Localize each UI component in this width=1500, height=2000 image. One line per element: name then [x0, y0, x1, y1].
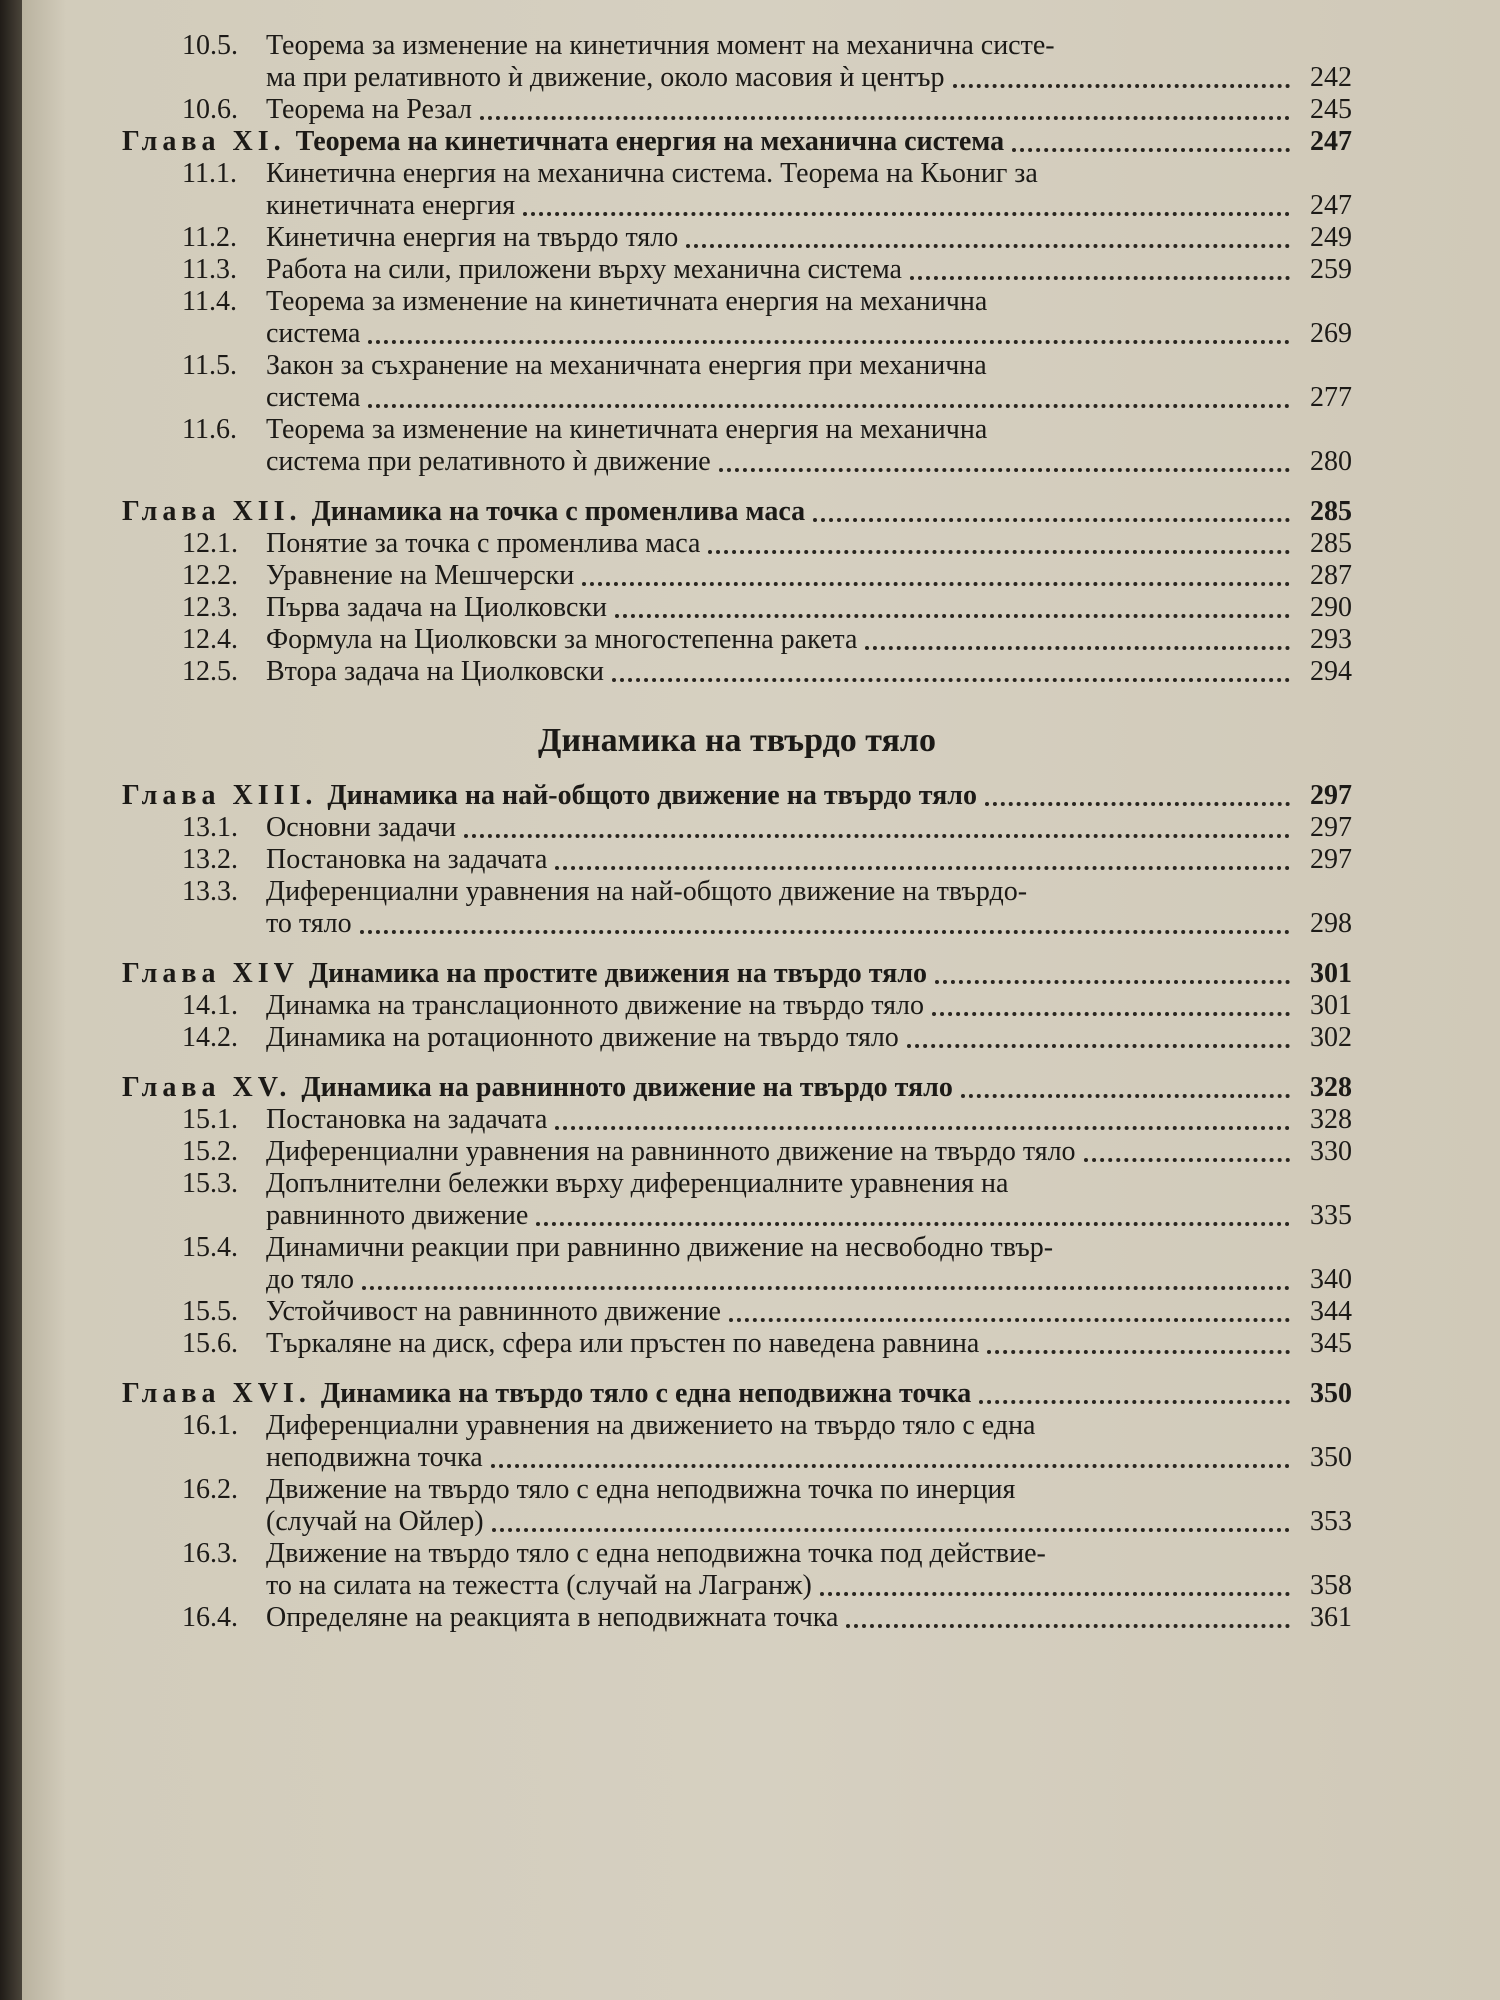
section-title: Теорема за изменение на кинетичната енергия на механична — [266, 286, 988, 317]
leader-dots — [368, 340, 1290, 344]
section-title: Движение на твърдо тяло с една неподвижна точка по инерция — [266, 1474, 1016, 1505]
toc-entry-continuation[interactable] — [122, 1570, 1352, 1602]
section-number: 13.1. — [182, 812, 238, 843]
chapter-label: Глава XIII. — [122, 780, 318, 811]
section-title: Закон за съхранение на механичната енергия при механична — [266, 350, 987, 381]
page-number: 297 — [1310, 780, 1352, 811]
section-title: Понятие за точка с променлива маса — [266, 528, 701, 559]
leader-dots — [555, 1126, 1290, 1130]
leader-dots — [719, 468, 1290, 472]
toc-entry[interactable] — [122, 1602, 1352, 1634]
page-number: 350 — [1310, 1378, 1352, 1409]
toc-entry[interactable] — [122, 656, 1352, 688]
chapter-heading[interactable] — [122, 496, 1352, 528]
chapter-10-tail — [122, 30, 1352, 126]
toc-entry-continuation[interactable] — [122, 190, 1352, 222]
page-number: 335 — [1310, 1200, 1352, 1231]
chapter-ch14 — [122, 958, 1352, 1054]
table-of-contents — [122, 30, 1352, 1634]
page-number: 249 — [1310, 222, 1352, 253]
leader-dots — [979, 1400, 1290, 1404]
section-title: Основни задачи — [266, 812, 456, 843]
section-title: Постановка на задачата — [266, 844, 548, 875]
section-number: 13.2. — [182, 844, 238, 875]
section-number: 11.1. — [182, 158, 237, 189]
toc-entry[interactable] — [122, 254, 1352, 286]
section-number: 11.6. — [182, 414, 237, 445]
toc-entry[interactable] — [122, 990, 1352, 1022]
page-number: 297 — [1310, 812, 1352, 843]
section-number: 12.3. — [182, 592, 238, 623]
toc-entry[interactable] — [122, 528, 1352, 560]
chapter-title: Динамика на простите движения на твърдо тяло — [308, 958, 928, 989]
toc-entry-continuation[interactable] — [122, 446, 1352, 478]
toc-entry-continuation[interactable] — [122, 1506, 1352, 1538]
page-number: 269 — [1310, 318, 1352, 349]
toc-entry[interactable] — [122, 1168, 1352, 1200]
chapter-title: Динамика на твърдо тяло с една неподвижна точка — [320, 1378, 972, 1409]
chapter-heading[interactable] — [122, 958, 1352, 990]
toc-entry[interactable] — [122, 414, 1352, 446]
section-title: Кинетична енергия на механична система. Теорема на Кьониг за — [266, 158, 1038, 189]
leader-dots — [1084, 1158, 1290, 1162]
section-title: Формула на Циолковски за многостепенна ракета — [266, 624, 858, 655]
section-title: Теорема на Резал — [266, 94, 472, 125]
section-title: Динамика на ротационното движение на твърдо тяло — [266, 1022, 899, 1053]
toc-entry[interactable] — [122, 1474, 1352, 1506]
page-number: 340 — [1310, 1264, 1352, 1295]
section-title: Диференциални уравнения на равнинното движение на твърдо тяло — [266, 1136, 1076, 1167]
section-number: 10.6. — [182, 94, 238, 125]
section-number: 11.3. — [182, 254, 237, 285]
section-title: Търкаляне на диск, сфера или пръстен по наведена равнина — [266, 1328, 980, 1359]
page-number: 293 — [1310, 624, 1352, 655]
section-title: Първа задача на Циолковски — [266, 592, 608, 623]
leader-dots — [360, 930, 1290, 934]
section-number: 15.4. — [182, 1232, 238, 1263]
toc-entry-continuation[interactable] — [122, 62, 1352, 94]
chapter-ch11 — [122, 126, 1352, 478]
chapter-label: Глава XV. — [122, 1072, 292, 1103]
section-title: Динамка на транслационното движение на твърдо тяло — [266, 990, 924, 1021]
page-number: 298 — [1310, 908, 1352, 939]
toc-entry[interactable] — [122, 1538, 1352, 1570]
section-number: 15.6. — [182, 1328, 238, 1359]
chapter-label: Глава XIV — [122, 958, 299, 989]
page-number: 328 — [1310, 1104, 1352, 1135]
leader-dots — [953, 84, 1290, 88]
chapter-title: Динамика на точка с променлива маса — [311, 496, 806, 527]
leader-dots — [1012, 148, 1290, 152]
section-number: 15.3. — [182, 1168, 238, 1199]
page-number: 247 — [1310, 190, 1352, 221]
page-number: 290 — [1310, 592, 1352, 623]
section-number: 12.5. — [182, 656, 238, 687]
section-title: Устойчивост на равнинното движение — [266, 1296, 721, 1327]
chapter-title: Динамика на равнинното движение на твърдо тяло — [301, 1072, 953, 1103]
chapter-ch13 — [122, 780, 1352, 940]
leader-dots — [932, 1012, 1290, 1016]
toc-entry-continuation[interactable] — [122, 908, 1352, 940]
leader-dots — [865, 646, 1290, 650]
toc-entry[interactable] — [122, 812, 1352, 844]
section-title-continuation: система — [266, 318, 361, 349]
leader-dots — [615, 614, 1290, 618]
section-number: 16.3. — [182, 1538, 238, 1569]
leader-dots — [708, 550, 1290, 554]
leader-dots — [362, 1286, 1290, 1290]
leader-dots — [368, 404, 1290, 408]
page-number: 353 — [1310, 1506, 1352, 1537]
chapter-heading[interactable] — [122, 780, 1352, 812]
section-number: 14.2. — [182, 1022, 238, 1053]
leader-dots — [985, 802, 1290, 806]
section-title: Постановка на задачата — [266, 1104, 548, 1135]
page-number: 285 — [1310, 496, 1352, 527]
section-title: Теорема за изменение на кинетичния момент на механична систе- — [266, 30, 1055, 61]
section-title: Определяне на реакцията в неподвижната точка — [266, 1602, 839, 1633]
page-number: 330 — [1310, 1136, 1352, 1167]
toc-entry[interactable] — [122, 94, 1352, 126]
section-title: Динамични реакции при равнинно движение на несвободно твър- — [266, 1232, 1054, 1263]
toc-entry[interactable] — [122, 1022, 1352, 1054]
chapter-label: Глава XII. — [122, 496, 302, 527]
toc-entry[interactable] — [122, 624, 1352, 656]
section-number: 12.1. — [182, 528, 238, 559]
page-number: 247 — [1310, 126, 1352, 157]
leader-dots — [907, 1044, 1290, 1048]
section-title-continuation: ма при релативното ѝ движение, около масовия ѝ център — [266, 62, 945, 93]
leader-dots — [846, 1624, 1290, 1628]
toc-entry[interactable] — [122, 1232, 1352, 1264]
leader-dots — [491, 1464, 1290, 1468]
page-number: 301 — [1310, 958, 1352, 989]
section-number: 16.1. — [182, 1410, 238, 1441]
chapter-heading[interactable] — [122, 126, 1352, 158]
chapter-ch12 — [122, 496, 1352, 688]
section-title: Теорема за изменение на кинетичната енергия на механична — [266, 414, 988, 445]
leader-dots — [729, 1318, 1290, 1322]
toc-entry[interactable] — [122, 158, 1352, 190]
page-number: 361 — [1310, 1602, 1352, 1633]
toc-entry[interactable] — [122, 876, 1352, 908]
section-number: 11.4. — [182, 286, 237, 317]
toc-entry[interactable] — [122, 1328, 1352, 1360]
leader-dots — [910, 276, 1290, 280]
chapter-ch16 — [122, 1378, 1352, 1634]
page-number: 350 — [1310, 1442, 1352, 1473]
section-title-continuation: то тяло — [266, 908, 352, 939]
leader-dots — [523, 212, 1290, 216]
section-title: Движение на твърдо тяло с една неподвижна точка под действие- — [266, 1538, 1046, 1569]
section-number: 16.2. — [182, 1474, 238, 1505]
page-number: 259 — [1310, 254, 1352, 285]
toc-entry[interactable] — [122, 560, 1352, 592]
section-title-continuation: равнинното движение — [266, 1200, 529, 1231]
section-title-continuation: система при релативното ѝ движение — [266, 446, 711, 477]
chapter-heading[interactable] — [122, 1378, 1352, 1410]
toc-entry[interactable] — [122, 30, 1352, 62]
toc-entry[interactable] — [122, 592, 1352, 624]
section-number: 15.1. — [182, 1104, 238, 1135]
leader-dots — [612, 678, 1290, 682]
page-number: 280 — [1310, 446, 1352, 477]
section-title: Втора задача на Циолковски — [266, 656, 604, 687]
section-number: 13.3. — [182, 876, 238, 907]
leader-dots — [492, 1528, 1290, 1532]
page-number: 297 — [1310, 844, 1352, 875]
leader-dots — [480, 116, 1290, 120]
toc-entry-continuation[interactable] — [122, 382, 1352, 414]
leader-dots — [820, 1592, 1290, 1596]
section-title: Уравнение на Мешчерски — [266, 560, 575, 591]
leader-dots — [935, 980, 1290, 984]
page-number: 287 — [1310, 560, 1352, 591]
section-title: Диференциални уравнения на най-общото движение на твърдо- — [266, 876, 1028, 907]
section-number: 16.4. — [182, 1602, 238, 1633]
toc-entry[interactable] — [122, 1410, 1352, 1442]
book-spine-shadow — [0, 0, 22, 2000]
leader-dots — [536, 1222, 1290, 1226]
part-title: Динамика на твърдо тяло — [538, 722, 936, 759]
book-page — [22, 0, 1500, 2000]
toc-entry-continuation[interactable] — [122, 1442, 1352, 1474]
toc-entry[interactable] — [122, 1296, 1352, 1328]
toc-entry[interactable] — [122, 1136, 1352, 1168]
toc-entry[interactable] — [122, 222, 1352, 254]
leader-dots — [555, 866, 1290, 870]
section-title: Допълнителни бележки върху диференциалните уравнения на — [266, 1168, 1009, 1199]
section-number: 11.2. — [182, 222, 237, 253]
chapter-label: Глава XVI. — [122, 1378, 311, 1409]
section-number: 15.2. — [182, 1136, 238, 1167]
leader-dots — [582, 582, 1290, 586]
chapter-heading[interactable] — [122, 1072, 1352, 1104]
page-number: 294 — [1310, 656, 1352, 687]
toc-entry-continuation[interactable] — [122, 318, 1352, 350]
section-title-continuation: система — [266, 382, 361, 413]
section-title-continuation: до тяло — [266, 1264, 354, 1295]
leader-dots — [464, 834, 1290, 838]
page-number: 344 — [1310, 1296, 1352, 1327]
leader-dots — [987, 1350, 1290, 1354]
page-number: 345 — [1310, 1328, 1352, 1359]
section-number: 15.5. — [182, 1296, 238, 1327]
toc-entry-continuation[interactable] — [122, 1200, 1352, 1232]
chapter-title: Динамика на най-общото движение на твърдо тяло — [327, 780, 977, 811]
leader-dots — [686, 244, 1290, 248]
section-title: Диференциални уравнения на движението на твърдо тяло с една — [266, 1410, 1036, 1441]
section-number: 14.1. — [182, 990, 238, 1021]
section-title-continuation: то на силата на тежестта (случай на Лагранж) — [266, 1570, 812, 1601]
toc-entry-continuation[interactable] — [122, 1264, 1352, 1296]
toc-entry[interactable] — [122, 350, 1352, 382]
page-number: 301 — [1310, 990, 1352, 1021]
chapter-ch15 — [122, 1072, 1352, 1360]
toc-entry[interactable] — [122, 844, 1352, 876]
toc-entry[interactable] — [122, 286, 1352, 318]
section-number: 12.4. — [182, 624, 238, 655]
page-number: 358 — [1310, 1570, 1352, 1601]
leader-dots — [961, 1094, 1290, 1098]
section-title: Кинетична енергия на твърдо тяло — [266, 222, 679, 253]
page-number: 328 — [1310, 1072, 1352, 1103]
section-number: 10.5. — [182, 30, 238, 61]
section-title-continuation: (случай на Ойлер) — [266, 1506, 484, 1537]
section-title-continuation: неподвижна точка — [266, 1442, 483, 1473]
section-number: 11.5. — [182, 350, 237, 381]
page-number: 302 — [1310, 1022, 1352, 1053]
leader-dots — [813, 518, 1290, 522]
section-title: Работа на сили, приложени върху механична система — [266, 254, 902, 285]
chapter-title: Теорема на кинетичната енергия на механична система — [295, 126, 1005, 157]
page-number: 242 — [1310, 62, 1352, 93]
page-number: 277 — [1310, 382, 1352, 413]
page-number: 285 — [1310, 528, 1352, 559]
section-title-continuation: кинетичната енергия — [266, 190, 516, 221]
chapter-label: Глава XI. — [122, 126, 286, 157]
toc-entry[interactable] — [122, 1104, 1352, 1136]
page-number: 245 — [1310, 94, 1352, 125]
section-number: 12.2. — [182, 560, 238, 591]
